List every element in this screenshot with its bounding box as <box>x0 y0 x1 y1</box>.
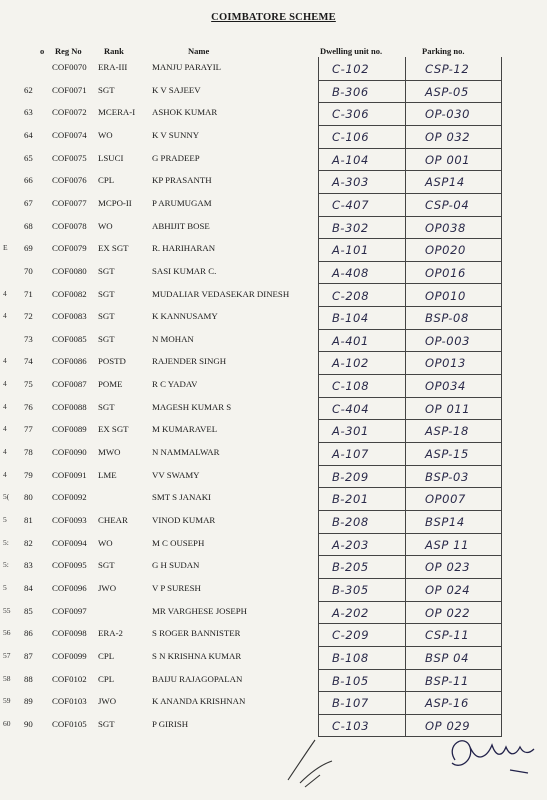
reg-no: COF0090 <box>52 447 87 458</box>
serial-number: 82 <box>24 537 33 548</box>
row-margin-number: 5: <box>3 560 9 570</box>
parking-no: OP020 <box>425 243 466 258</box>
reg-no: COF0099 <box>52 650 87 661</box>
rank: SGT <box>98 311 115 322</box>
reg-no: COF0105 <box>52 718 87 729</box>
parking-no: BSP14 <box>425 515 465 529</box>
rank: CPL <box>98 673 115 684</box>
table-row <box>0 511 547 534</box>
serial-number: 74 <box>24 356 33 367</box>
dwelling-unit-no: A-107 <box>332 447 369 462</box>
parking-no: OP013 <box>425 356 466 371</box>
header-sno: o <box>40 46 45 56</box>
dwelling-unit-no: B-209 <box>332 469 369 484</box>
dwelling-unit-no: A-408 <box>332 265 369 280</box>
initials-scribble <box>280 735 350 790</box>
dwelling-unit-no: B-104 <box>332 311 369 326</box>
parking-no: ASP-05 <box>425 84 469 99</box>
row-margin-number: 5: <box>3 537 9 547</box>
dwelling-unit-no: A-203 <box>332 537 369 552</box>
serial-number: 73 <box>24 333 33 344</box>
parking-no: OP 022 <box>425 605 471 620</box>
parking-no: BSP-11 <box>425 673 469 688</box>
rank: MCERA-I <box>98 107 136 118</box>
reg-no: COF0074 <box>52 129 87 140</box>
rank: WO <box>98 537 113 548</box>
rank: SGT <box>98 333 115 344</box>
serial-number: 87 <box>24 650 33 661</box>
parking-no: OP010 <box>425 288 466 303</box>
row-margin-number: 58 <box>3 673 11 683</box>
member-name: K KANNUSAMY <box>152 311 218 322</box>
member-name: KP PRASANTH <box>152 175 212 186</box>
serial-number: 85 <box>24 605 33 616</box>
dwelling-unit-no: A-202 <box>332 605 369 620</box>
dwelling-unit-no: A-104 <box>332 152 369 167</box>
table-row <box>0 466 547 489</box>
reg-no: COF0070 <box>52 62 87 72</box>
dwelling-unit-no: B-205 <box>332 560 369 575</box>
rank: POSTD <box>98 356 126 367</box>
header-rank: Rank <box>104 46 124 56</box>
table-row <box>0 692 547 715</box>
dwelling-unit-no: A-101 <box>332 243 369 258</box>
dwelling-unit-no: C-208 <box>332 288 370 303</box>
serial-number: 81 <box>24 515 33 525</box>
header-dwelling-unit: Dwelling unit no. <box>320 46 383 56</box>
reg-no: COF0102 <box>52 673 87 684</box>
serial-number: 63 <box>24 107 33 118</box>
serial-number: 66 <box>24 175 33 186</box>
parking-no: OP 001 <box>425 152 471 167</box>
row-margin-number: 55 <box>3 605 11 615</box>
row-margin-number: 60 <box>3 718 11 728</box>
member-name: K V SAJEEV <box>152 84 201 95</box>
row-margin-number: 5( <box>3 492 10 502</box>
rank: SGT <box>98 401 115 412</box>
reg-no: COF0103 <box>52 696 87 707</box>
member-name: R C YADAV <box>152 379 198 390</box>
row-margin-number: 5 <box>3 515 7 524</box>
dwelling-unit-no: B-306 <box>332 84 369 99</box>
table-row <box>0 352 547 375</box>
serial-number: 75 <box>24 379 33 390</box>
rank: ERA-III <box>98 62 128 72</box>
parking-no: CSP-12 <box>425 62 470 76</box>
dwelling-unit-no: C-306 <box>332 107 370 122</box>
parking-no: OP038 <box>425 220 466 235</box>
rank: SGT <box>98 288 115 299</box>
row-margin-number: 4 <box>3 401 7 411</box>
serial-number: 86 <box>24 628 33 639</box>
serial-number: 79 <box>24 469 33 480</box>
parking-no: OP 024 <box>425 582 471 597</box>
rank: ERA-2 <box>98 628 123 639</box>
member-name: RAJENDER SINGH <box>152 356 227 367</box>
dwelling-unit-no: C-102 <box>332 62 370 76</box>
row-margin-number: E <box>3 243 8 253</box>
parking-no: CSP-04 <box>425 197 470 212</box>
serial-number: 84 <box>24 582 33 593</box>
table-row <box>0 262 547 285</box>
rank: EX SGT <box>98 243 129 254</box>
reg-no: COF0088 <box>52 401 87 412</box>
row-margin-number: 4 <box>3 379 7 389</box>
parking-no: ASP14 <box>425 175 465 190</box>
rank: CPL <box>98 175 115 186</box>
rank: MWO <box>98 447 121 458</box>
row-margin-number: 5 <box>3 582 7 592</box>
member-name: MUDALIAR VEDASEKAR DINESH <box>152 288 290 299</box>
row-margin-number: 4 <box>3 356 7 366</box>
rank: POME <box>98 379 123 390</box>
reg-no: COF0096 <box>52 582 87 593</box>
serial-number: 71 <box>24 288 33 299</box>
table-row <box>0 307 547 330</box>
serial-number: 80 <box>24 492 33 503</box>
member-name: ASHOK KUMAR <box>152 107 218 118</box>
dwelling-unit-no: B-107 <box>332 696 369 711</box>
serial-number: 64 <box>24 129 33 140</box>
table-row <box>0 398 547 421</box>
table-row <box>0 670 547 693</box>
reg-no: COF0091 <box>52 469 87 480</box>
reg-no: COF0082 <box>52 288 87 299</box>
rank: CHEAR <box>98 515 128 525</box>
reg-no: COF0093 <box>52 515 87 525</box>
serial-number: 65 <box>24 152 33 163</box>
table-row <box>0 488 547 511</box>
reg-no: COF0095 <box>52 560 87 571</box>
serial-number: 68 <box>24 220 33 231</box>
rank: SGT <box>98 560 115 571</box>
parking-no: BSP-03 <box>425 469 469 484</box>
table-row <box>0 375 547 398</box>
serial-number: 70 <box>24 265 33 276</box>
member-name: ABHIJIT BOSE <box>152 220 210 231</box>
member-name: G H SUDAN <box>152 560 200 571</box>
member-name: M KUMARAVEL <box>152 424 218 435</box>
row-margin-number: 4 <box>3 288 7 298</box>
member-name: MR VARGHESE JOSEPH <box>152 605 247 616</box>
rank: WO <box>98 129 113 140</box>
member-name: K V SUNNY <box>152 129 200 140</box>
parking-no: BSP-08 <box>425 311 469 326</box>
reg-no: COF0089 <box>52 424 87 435</box>
table-row <box>0 556 547 579</box>
row-margin-number: 4 <box>3 447 7 457</box>
reg-no: COF0092 <box>52 492 87 503</box>
rank: EX SGT <box>98 424 129 435</box>
rank: JWO <box>98 582 117 593</box>
document-title: COIMBATORE SCHEME <box>211 12 336 23</box>
serial-number: 78 <box>24 447 33 458</box>
parking-no: CSP-11 <box>425 628 470 643</box>
reg-no: COF0085 <box>52 333 87 344</box>
row-margin-number: 56 <box>3 628 11 638</box>
table-row <box>0 149 547 172</box>
dwelling-unit-no: A-401 <box>332 333 369 348</box>
table-row <box>0 579 547 602</box>
member-name: SASI KUMAR C. <box>152 265 217 276</box>
member-name: P ARUMUGAM <box>152 197 212 208</box>
rank: MCPO-II <box>98 197 132 208</box>
rank: WO <box>98 220 113 231</box>
row-margin-number: 57 <box>3 650 11 660</box>
serial-number: 76 <box>24 401 33 412</box>
parking-no: OP 029 <box>425 718 471 733</box>
table-row <box>0 602 547 625</box>
dwelling-unit-no: A-303 <box>332 175 369 190</box>
parking-no: OP-030 <box>425 107 471 122</box>
reg-no: COF0094 <box>52 537 87 548</box>
table-row <box>0 443 547 466</box>
table-row <box>0 647 547 670</box>
member-name: SMT S JANAKI <box>152 492 211 503</box>
member-name: G PRADEEP <box>152 152 200 163</box>
row-margin-number: 59 <box>3 696 11 706</box>
member-name: VV SWAMY <box>152 469 200 480</box>
reg-no: COF0080 <box>52 265 87 276</box>
table-row <box>0 81 547 104</box>
reg-no: COF0087 <box>52 379 87 390</box>
parking-no: ASP-16 <box>425 696 469 711</box>
row-margin-number: 4 <box>3 469 7 479</box>
table-row <box>0 126 547 149</box>
member-name: MANJU PARAYIL <box>152 62 222 72</box>
dwelling-unit-no: C-407 <box>332 197 370 212</box>
header-parking: Parking no. <box>422 46 465 56</box>
parking-no: OP 011 <box>425 401 471 416</box>
serial-number: 62 <box>24 84 33 95</box>
row-margin-number: 4 <box>3 424 7 434</box>
table-row <box>0 534 547 557</box>
parking-no: ASP-18 <box>425 424 469 439</box>
table-border-left <box>318 57 319 737</box>
reg-no: COF0075 <box>52 152 87 163</box>
serial-number: 88 <box>24 673 33 684</box>
reg-no: COF0077 <box>52 197 87 208</box>
table-row <box>0 194 547 217</box>
parking-no: OP-003 <box>425 333 471 348</box>
table-row <box>0 285 547 308</box>
rank: SGT <box>98 84 115 95</box>
header-reg-no: Reg No <box>55 46 82 56</box>
dwelling-unit-no: C-108 <box>332 379 370 394</box>
rank: LSUCI <box>98 152 124 163</box>
serial-number: 67 <box>24 197 33 208</box>
member-name: V P SURESH <box>152 582 201 593</box>
reg-no: COF0097 <box>52 605 87 616</box>
member-name: M C OUSEPH <box>152 537 205 548</box>
table-divider <box>405 57 406 737</box>
row-margin-number: 4 <box>3 311 7 321</box>
parking-no: OP 032 <box>425 129 471 144</box>
reg-no: COF0076 <box>52 175 87 186</box>
serial-number: 90 <box>24 718 33 729</box>
dwelling-unit-no: C-106 <box>332 129 370 144</box>
parking-no: OP 023 <box>425 560 471 575</box>
member-name: S N KRISHNA KUMAR <box>152 650 242 661</box>
dwelling-unit-no: B-201 <box>332 492 369 507</box>
serial-number: 72 <box>24 311 33 322</box>
table-row <box>0 624 547 647</box>
table-row <box>0 420 547 443</box>
member-name: R. HARIHARAN <box>152 243 216 254</box>
parking-no: ASP-15 <box>425 447 469 462</box>
dwelling-unit-no: B-305 <box>332 582 369 597</box>
dwelling-unit-no: A-102 <box>332 356 369 371</box>
dwelling-unit-no: B-105 <box>332 673 369 688</box>
handwritten-signature <box>440 725 540 785</box>
dwelling-unit-no: B-302 <box>332 220 369 235</box>
table-row <box>0 58 547 81</box>
serial-number: 69 <box>24 243 33 254</box>
parking-no: OP034 <box>425 379 466 394</box>
reg-no: COF0072 <box>52 107 87 118</box>
member-name: P GIRISH <box>152 718 189 729</box>
header-name: Name <box>188 46 210 56</box>
member-name: N MOHAN <box>152 333 194 344</box>
serial-number: 83 <box>24 560 33 571</box>
parking-no: OP016 <box>425 265 466 280</box>
table-row <box>0 171 547 194</box>
parking-no: OP007 <box>425 492 466 507</box>
reg-no: COF0098 <box>52 628 87 639</box>
member-name: K ANANDA KRISHNAN <box>152 696 246 707</box>
dwelling-unit-no: C-103 <box>332 718 370 733</box>
member-name: MAGESH KUMAR S <box>152 401 232 412</box>
reg-no: COF0078 <box>52 220 87 231</box>
reg-no: COF0083 <box>52 311 87 322</box>
reg-no: COF0086 <box>52 356 87 367</box>
dwelling-unit-no: A-301 <box>332 424 369 439</box>
rank: LME <box>98 469 117 480</box>
table-row <box>0 239 547 262</box>
table-border-right <box>501 57 502 737</box>
reg-no: COF0071 <box>52 84 87 95</box>
member-name: VINOD KUMAR <box>152 515 216 525</box>
member-name: N NAMMALWAR <box>152 447 220 458</box>
table-row <box>0 103 547 126</box>
member-name: S ROGER BANNISTER <box>152 628 241 639</box>
rank: CPL <box>98 650 115 661</box>
serial-number: 89 <box>24 696 33 707</box>
parking-no: BSP 04 <box>425 650 470 665</box>
reg-no: COF0079 <box>52 243 87 254</box>
serial-number: 77 <box>24 424 33 435</box>
dwelling-unit-no: B-208 <box>332 515 369 529</box>
dwelling-unit-no: C-404 <box>332 401 370 416</box>
rank: JWO <box>98 696 117 707</box>
dwelling-unit-no: C-209 <box>332 628 370 643</box>
parking-no: ASP 11 <box>425 537 469 552</box>
member-name: BAIJU RAJAGOPALAN <box>152 673 243 684</box>
rank: SGT <box>98 718 115 729</box>
table-row <box>0 217 547 240</box>
dwelling-unit-no: B-108 <box>332 650 369 665</box>
table-row <box>0 330 547 353</box>
rank: SGT <box>98 265 115 276</box>
